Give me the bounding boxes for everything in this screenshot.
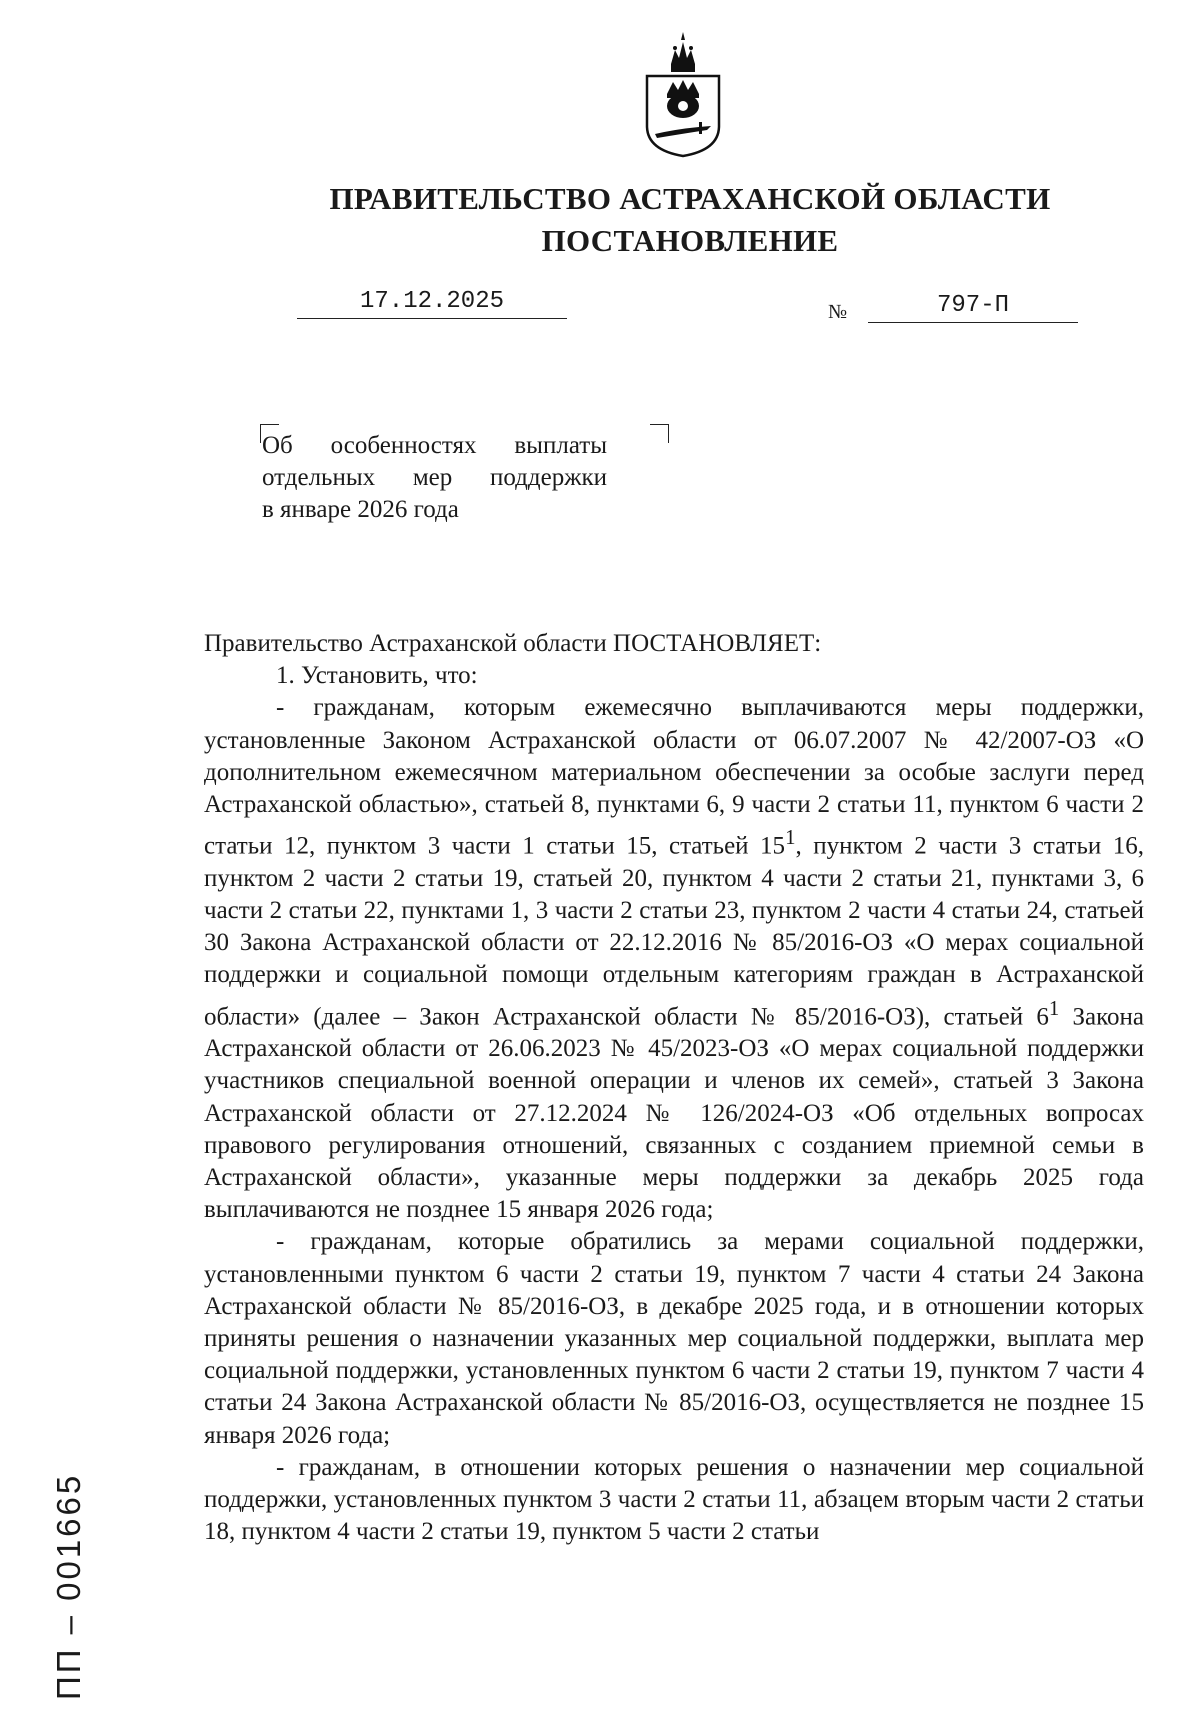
paragraph-3: - гражданам, в отношении которых решения о назначении мер социальной поддержки, установленных пунктом 3 части 2 статьи 11, абзацем вторым части 2 статьи 18, пунктом 4 части 2 статьи 19, пунктом 5 части 2 статьи — [204, 1453, 1144, 1546]
subject-line: отдельных мер поддержки — [262, 464, 607, 491]
paragraph-2: - гражданам, которые обратились за мерами социальной поддержки, установленными пунктом 6 части 2 статьи 19, пунктом 7 части 4 статьи 24 Закона Астраханской области № 85/2016-ОЗ, в декабре 2025 года, и в отношении которых приняты решения о назначении указанных мер социальной поддержки, выплата мер социальной поддержки, установленных пунктом 6 части 2 статьи 19, пунктом 7 части 4 статьи 24 Закона Астраханской области № 85/2016-ОЗ, осуществляется не позднее 15 января 2026 года; — [204, 1228, 1144, 1449]
paragraph-1-text-b: , пунктом 2 части 3 статьи 16, пунктом 2 части 2 статьи 19, статьей 20, пунктом 4 части 2 статьи 21, пунктами 3, 6 части 2 статьи 22, пунктами 1, 3 части 2 статьи 23, пунктом 2 части 4 статьи 24, статьей 30 Закона Астраханской области от 22.12.2016 № 85/2016-ОЗ «О мерах социальной поддержки и социальной помощи отдельным категориям граждан в Астраханской области» (далее – Закон Астраханской области № 85/2016-ОЗ), статьей 6 — [204, 832, 1144, 1030]
paragraph-1-text-c: Закона Астраханской области от 26.06.2023 № 45/2023-ОЗ «О мерах социальной поддержки участников специальной военной операции и членов их семей», статьей 3 Закона Астраханской области от 27.12.2024 № 126/2024-ОЗ «Об отдельных вопросах правового регулирования отношений, связанных с созданием приемной семьи в Астраханской области», указанные меры поддержки за декабрь 2025 года выплачиваются не позднее 15 января 2026 года; — [204, 1002, 1144, 1224]
subject-line: Об особенностях выплаты — [262, 432, 607, 459]
subject-line: в январе 2026 года — [262, 496, 459, 523]
organization-name: ПРАВИТЕЛЬСТВО АСТРАХАНСКОЙ ОБЛАСТИ — [329, 181, 1051, 216]
document-subject — [262, 430, 607, 526]
document-date: 17.12.2025 — [297, 288, 567, 319]
paragraph-1 — [204, 692, 1144, 1226]
preamble: Правительство Астраханской области ПОСТАНОВЛЯЕТ: — [204, 630, 822, 657]
document-header — [290, 178, 1090, 262]
registration-stamp: ПП – 001665 — [50, 1472, 87, 1700]
coat-of-arms-emblem — [641, 30, 725, 160]
paragraph-1-text-a: - гражданам, которым ежемесячно выплачиваются меры поддержки, установленные Законом Астраханской области от 06.07.2007 № 42/2007-ОЗ «О дополнительном ежемесячном материальном обеспечении за особые заслуги перед Астраханской областью», статьей 8, пунктами 6, 9 части 2 статьи 11, пунктом 6 части 2 статьи 12, пунктом 3 части 1 статьи 15, статьей 15 — [204, 694, 1144, 860]
superscript: 1 — [785, 825, 796, 850]
subject-bracket-right — [650, 424, 669, 443]
document-number: 797-П — [868, 292, 1078, 323]
number-sign: № — [828, 301, 848, 323]
superscript: 1 — [1048, 995, 1060, 1020]
document-body — [204, 628, 1144, 1548]
item-1-heading: 1. Установить, что: — [276, 662, 478, 690]
document-type: ПОСТАНОВЛЕНИЕ — [541, 223, 839, 258]
